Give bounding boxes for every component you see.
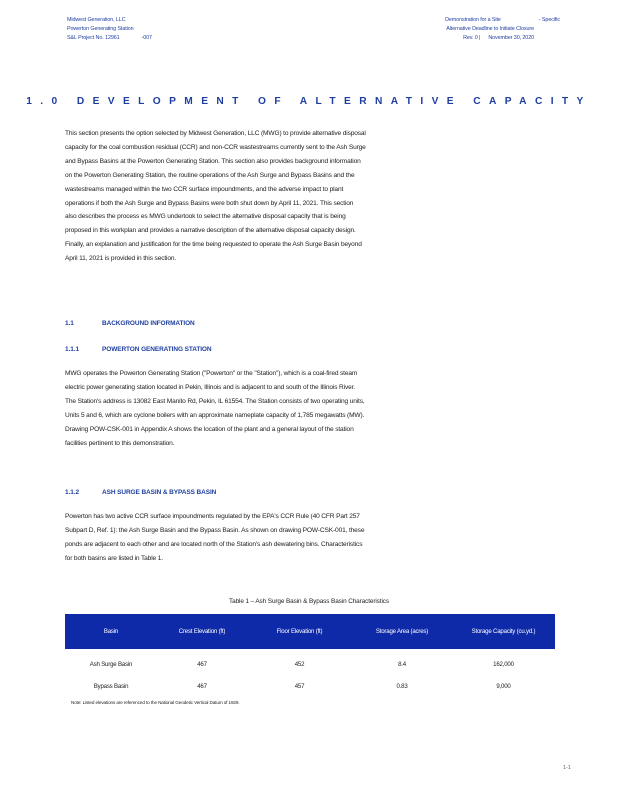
paragraph-line: capacity for the coal combustion residual (CCR) and non-CCR wastestreams currently sent to the Ash Surge <box>65 143 366 151</box>
paragraph-line: MWG operates the Powerton Generating Station ("Powerton" or the "Station"), which is a coal-fired steam <box>65 370 358 377</box>
heading-basins <box>65 489 216 496</box>
header-doc-type-b: - Specific <box>538 17 560 23</box>
header-storage-capacity: Storage Capacity (cu.yd.) <box>452 614 555 649</box>
paragraph-line: Drawing POW-CSK-001 in Appendix A shows the location of the plant and a general layout of the station <box>65 425 354 433</box>
cell-area: 0.83 <box>396 682 408 690</box>
header-left <box>67 16 207 43</box>
cell-capacity: 162,000 <box>493 660 514 668</box>
paragraph-line: and Bypass Basins at the Powerton Generating Station. This section also provides background information <box>65 157 361 165</box>
page-number: 1-1 <box>563 765 571 771</box>
paragraph-line: proposed in this workplan and provides a narrative description of the alternative disposal capacity design. <box>65 227 356 235</box>
heading-text: ASH SURGE BASIN & BYPASS BASIN <box>102 489 217 496</box>
table-note: Note: Listed elevations are referenced to the National Geodetic Vertical Datum of 1929. <box>71 700 240 705</box>
heading-background-information <box>65 320 195 327</box>
header-revision: Rev. 0 | <box>463 35 481 41</box>
heading-number: 1.1 <box>65 320 74 327</box>
heading-number: 1.1.2 <box>65 489 79 496</box>
table-caption: Table 1 – Ash Surge Basin & Bypass Basin Characteristics <box>229 598 389 605</box>
paragraph-line: Units 5 and 6, which are cyclone boilers with an approximate nameplate capacity of 1,785 megawatts (MW). <box>65 411 365 419</box>
paragraph-line: electric power generating station located in Pekin, Illinois and is adjacent to and south of the Illinois River. <box>65 383 355 391</box>
cell-area: 8.4 <box>398 660 406 668</box>
header-doc-subject <box>395 25 560 34</box>
cell-basin: Bypass Basin <box>93 682 129 690</box>
header-doc-subject-text: Alternative Deadline to Initiate Closure <box>446 26 534 32</box>
paragraph-line: on the Powerton Generating Station, the routine operations of the Ash Surge and Bypass Basins and the <box>65 171 355 179</box>
header-right <box>395 16 560 43</box>
paragraph-line: Subpart D, Ref. 1): the Ash Surge Basin and the Bypass Basin. As shown on drawing POW-CSK-001, these <box>65 526 365 534</box>
heading-number: 1.1.1 <box>65 346 79 353</box>
paragraph-line: April 11, 2021 is provided in this section. <box>65 255 177 263</box>
basins-paragraph <box>65 510 555 566</box>
header-date: November 30, 2020 <box>488 35 534 41</box>
cell-basin: Ash Surge Basin <box>89 660 133 668</box>
table-header-row <box>65 614 555 649</box>
header-storage-area: Storage Area (acres) <box>352 614 452 649</box>
paragraph-line: Finally, an explanation and justification for the time being requested to operate the Ash Surge Basin beyond <box>65 241 362 249</box>
header-project-suffix: -007 <box>141 35 152 41</box>
intro-paragraph <box>65 127 555 266</box>
header-station: Powerton Generating Station <box>67 26 134 32</box>
paragraph-line: This section presents the option selected by Midwest Generation, LLC (MWG) to provide alternative disposal <box>65 130 366 137</box>
cell-floor: 452 <box>294 660 305 668</box>
header-project-number: S&L Project No. 12961 <box>67 35 120 41</box>
paragraph-line: Powerton has two active CCR surface impoundments regulated by the EPA's CCR Rule (40 CFR Part 257 <box>65 513 360 520</box>
section-title: 1.0 DEVELOPMENT OF ALTERNATIVE CAPACITY <box>26 96 592 107</box>
paragraph-line: wastestreams managed within the two CCR surface impoundments, and the adverse impact to plant <box>65 185 344 193</box>
header-doc-type <box>395 16 560 25</box>
header-doc-type-a: Demonstration for a Site <box>445 17 501 23</box>
heading-text: BACKGROUND INFORMATION <box>102 320 195 327</box>
header-company: Midwest Generation, LLC <box>67 17 126 23</box>
paragraph-line: The Station's address is 13082 East Manito Rd, Pekin, IL 61554. The Station consists of two operating units, <box>65 397 365 405</box>
cell-crest: 467 <box>197 660 207 668</box>
table-row <box>65 649 555 675</box>
table-row <box>65 675 555 697</box>
cell-capacity: 9,000 <box>496 682 511 690</box>
header-project-line <box>67 34 207 43</box>
paragraph-line: operations if both the Ash Surge and Bypass Basins were both shut down by April 11, 2021. This section <box>65 199 354 207</box>
cell-crest: 467 <box>197 682 207 690</box>
paragraph-line: for both basins are listed in Table 1. <box>65 554 163 562</box>
header-basin: Basin <box>65 614 157 649</box>
header-crest-elevation: Crest Elevation (ft) <box>157 614 247 649</box>
cell-floor: 457 <box>294 682 305 690</box>
powerton-paragraph <box>65 367 555 450</box>
paragraph-line: facilities pertinent to this demonstration. <box>65 439 175 447</box>
paragraph-line: ponds are adjacent to each other and are located north of the Station's ash dewatering bins. Characteristics <box>65 540 363 548</box>
basin-characteristics-table <box>65 614 555 697</box>
heading-text: POWERTON GENERATING STATION <box>102 346 212 353</box>
heading-powerton-station <box>65 346 212 353</box>
header-floor-elevation: Floor Elevation (ft) <box>247 614 352 649</box>
header-revision-line <box>395 34 560 43</box>
paragraph-line: also describes the process es MWG undertook to select the alternative disposal capacity that is being <box>65 213 346 221</box>
